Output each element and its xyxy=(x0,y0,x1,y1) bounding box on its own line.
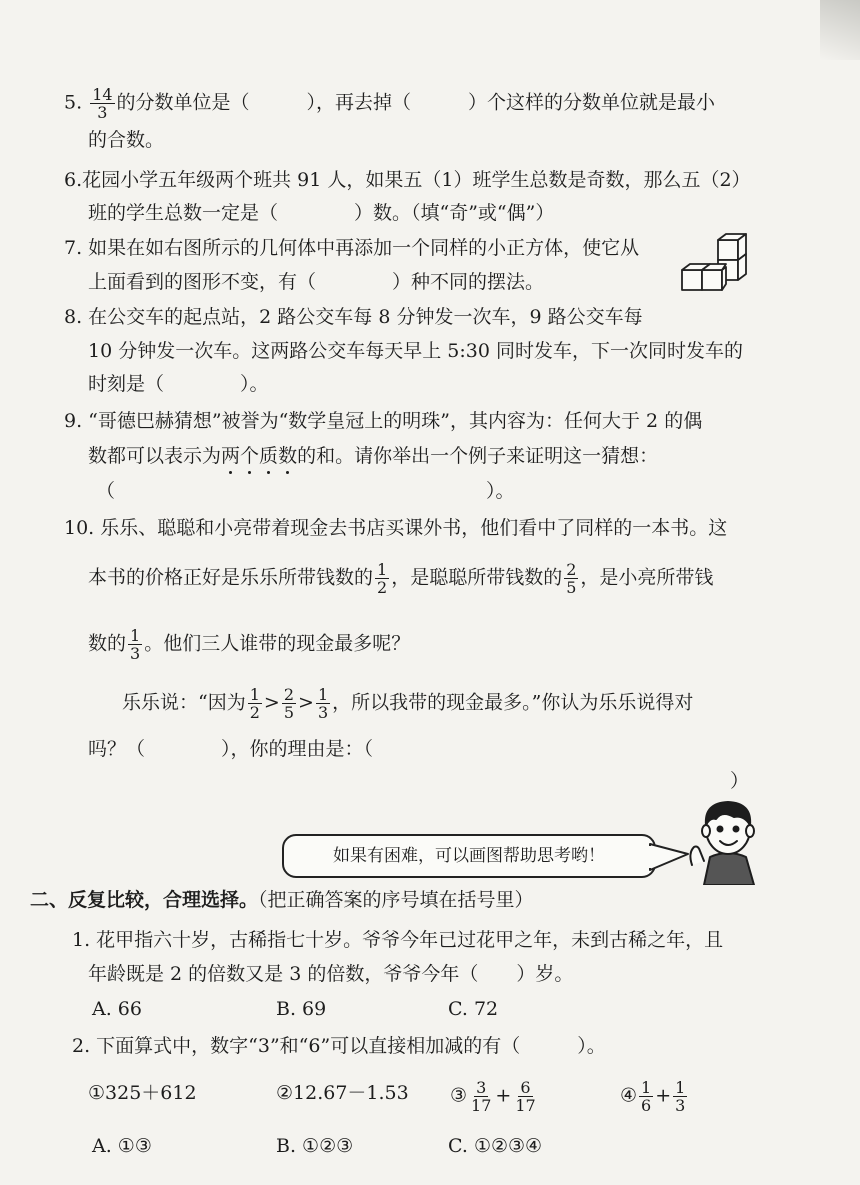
fraction-numerator: 6 xyxy=(520,1078,531,1097)
text-segment: 的和。请你举出一个例子来证明这一猜想： xyxy=(297,445,659,467)
fraction-1-6 xyxy=(639,1079,653,1114)
fraction-denominator: 3 xyxy=(675,1096,686,1115)
question-9-line2 xyxy=(88,444,658,468)
question-9-line1: 9. “哥德巴赫猜想”被誉为“数学皇冠上的明珠”，其内容为：任何大于 2 的偶 xyxy=(64,410,703,432)
section-2-heading xyxy=(30,888,534,912)
fraction-numerator: 1 xyxy=(317,685,329,704)
question-10-line2 xyxy=(88,561,713,596)
choice-question-1-line1: 1. 花甲指六十岁，古稀指七十岁。爷爷今年已过花甲之年，未到古稀之年，且 xyxy=(72,929,724,951)
fraction-denominator: 3 xyxy=(97,103,108,122)
text-segment: 数的 xyxy=(88,632,127,655)
question-7-line1: 7. 如果在如右图所示的几何体中再添加一个同样的小正方体，使它从 xyxy=(64,237,640,259)
choice-option-b: B. 69 xyxy=(276,998,327,1020)
fraction-2-5 xyxy=(564,561,578,596)
cube-stack-figure xyxy=(676,232,756,298)
fraction-denominator: 2 xyxy=(249,703,260,722)
emphasized-char: 个 xyxy=(240,445,260,467)
text-segment: ，是小亮所带钱 xyxy=(580,566,714,589)
fraction-1-2 xyxy=(375,561,389,596)
fraction-numerator: 1 xyxy=(130,626,141,645)
fraction-numerator: 1 xyxy=(675,1078,686,1097)
expression-1: ①325＋612 xyxy=(88,1082,197,1104)
answer-blank-close: ）。 xyxy=(486,480,515,502)
question-8-line1: 8. 在公交车的起点站，2 路公交车每 8 分钟发一次车，9 路公交车每 xyxy=(64,306,643,328)
fraction-1-3 xyxy=(316,686,330,721)
fraction-numerator: 1 xyxy=(249,685,260,704)
question-10-line1: 10. 乐乐、聪聪和小亮带着现金去书店买课外书，他们看中了同样的一本书。这 xyxy=(64,517,728,539)
fraction-denominator: 5 xyxy=(566,578,577,597)
text-segment: ，是聪聪所带钱数的 xyxy=(391,566,563,589)
text-segment: 乐乐说：“因为 xyxy=(122,691,246,714)
section-title: 二、反复比较，合理选择。 xyxy=(30,889,259,911)
question-8-line2: 10 分钟发一次车。这两路公交车每天早上 5:30 同时发车，下一次同时发车的 xyxy=(88,340,743,362)
expression-3 xyxy=(450,1079,540,1114)
answer-blank-open: （ xyxy=(96,480,116,502)
emphasized-char: 两 xyxy=(221,445,241,467)
question-10-line3 xyxy=(88,627,410,662)
fraction-denominator: 2 xyxy=(377,578,388,597)
question-5-cont: 的合数。 xyxy=(88,129,165,151)
fraction-denominator: 17 xyxy=(471,1096,492,1115)
emphasized-char: 数 xyxy=(278,445,298,467)
choice-option-b: B. ①②③ xyxy=(276,1135,354,1157)
fraction-1-3 xyxy=(673,1079,687,1114)
expression-2: ②12.67－1.53 xyxy=(276,1082,409,1104)
question-10-line4 xyxy=(122,686,693,721)
page-corner-shadow xyxy=(820,0,860,60)
fraction-denominator: 3 xyxy=(130,644,141,663)
fraction-denominator: 17 xyxy=(515,1096,536,1115)
fraction-numerator: 1 xyxy=(377,560,388,579)
choice-option-c: C. ①②③④ xyxy=(448,1135,543,1157)
fraction-numerator: 14 xyxy=(92,85,113,104)
greater-than-sign: > xyxy=(263,691,280,714)
question-10-line5: 吗？（ ），你的理由是：（ xyxy=(88,738,374,760)
fraction-numerator: 1 xyxy=(641,1078,652,1097)
question-5 xyxy=(64,86,715,121)
hint-speech-bubble: 如果有困难，可以画图帮助思考哟！ xyxy=(282,834,656,878)
fraction-denominator: 5 xyxy=(283,703,295,722)
fraction-denominator: 3 xyxy=(317,703,329,722)
question-8-line3: 时刻是（ ）。 xyxy=(88,373,269,395)
question-6-line2: 班的学生总数一定是（ ）数。（填“奇”或“偶”） xyxy=(88,202,555,224)
question-text: 的分数单位是（ ），再去掉（ ）个这样的分数单位就是最小 xyxy=(116,91,716,114)
section-hint: （把正确答案的序号填在括号里） xyxy=(258,889,534,911)
choice-option-a: A. ①③ xyxy=(92,1135,152,1157)
text-segment: ，所以我带的现金最多。”你认为乐乐说得对 xyxy=(332,691,694,714)
question-7-line2: 上面看到的图形不变，有（ ）种不同的摆法。 xyxy=(88,271,545,293)
fraction-3-17 xyxy=(469,1079,493,1114)
fraction-1-3 xyxy=(128,627,142,662)
cartoon-boy-illustration xyxy=(682,795,774,885)
circled-number: ④ xyxy=(620,1084,638,1107)
fraction-14-3 xyxy=(90,86,114,121)
text-segment: 数都可以表示为 xyxy=(88,445,222,467)
circled-number: ③ xyxy=(450,1084,468,1107)
choice-question-1-line2: 年龄既是 2 的倍数又是 3 的倍数，爷爷今年（ ）岁。 xyxy=(88,963,574,985)
plus-sign: + xyxy=(495,1084,512,1107)
text-segment: 本书的价格正好是乐乐所带钱数的 xyxy=(88,566,374,589)
fraction-numerator: 2 xyxy=(283,685,295,704)
fraction-denominator: 6 xyxy=(641,1096,652,1115)
plus-sign: + xyxy=(655,1084,672,1107)
question-number: 5. xyxy=(64,91,83,114)
text-segment: 。他们三人谁带的现金最多呢？ xyxy=(144,632,411,655)
emphasized-char: 质 xyxy=(259,445,279,467)
choice-question-2-line1: 2. 下面算式中，数字“3”和“6”可以直接相加减的有（ ）。 xyxy=(72,1035,606,1057)
fraction-numerator: 3 xyxy=(476,1078,487,1097)
expression-4 xyxy=(620,1079,689,1114)
answer-blank-close: ） xyxy=(730,770,750,792)
fraction-2-5 xyxy=(282,686,296,721)
choice-option-a: A. 66 xyxy=(92,998,142,1020)
fraction-6-17 xyxy=(513,1079,537,1114)
greater-than-sign: > xyxy=(298,691,314,714)
fraction-numerator: 2 xyxy=(566,560,577,579)
fraction-1-2 xyxy=(248,686,262,721)
choice-option-c: C. 72 xyxy=(448,998,499,1020)
question-6-line1: 6.花园小学五年级两个班共 91 人，如果五（1）班学生总数是奇数，那么五（2） xyxy=(64,169,751,191)
